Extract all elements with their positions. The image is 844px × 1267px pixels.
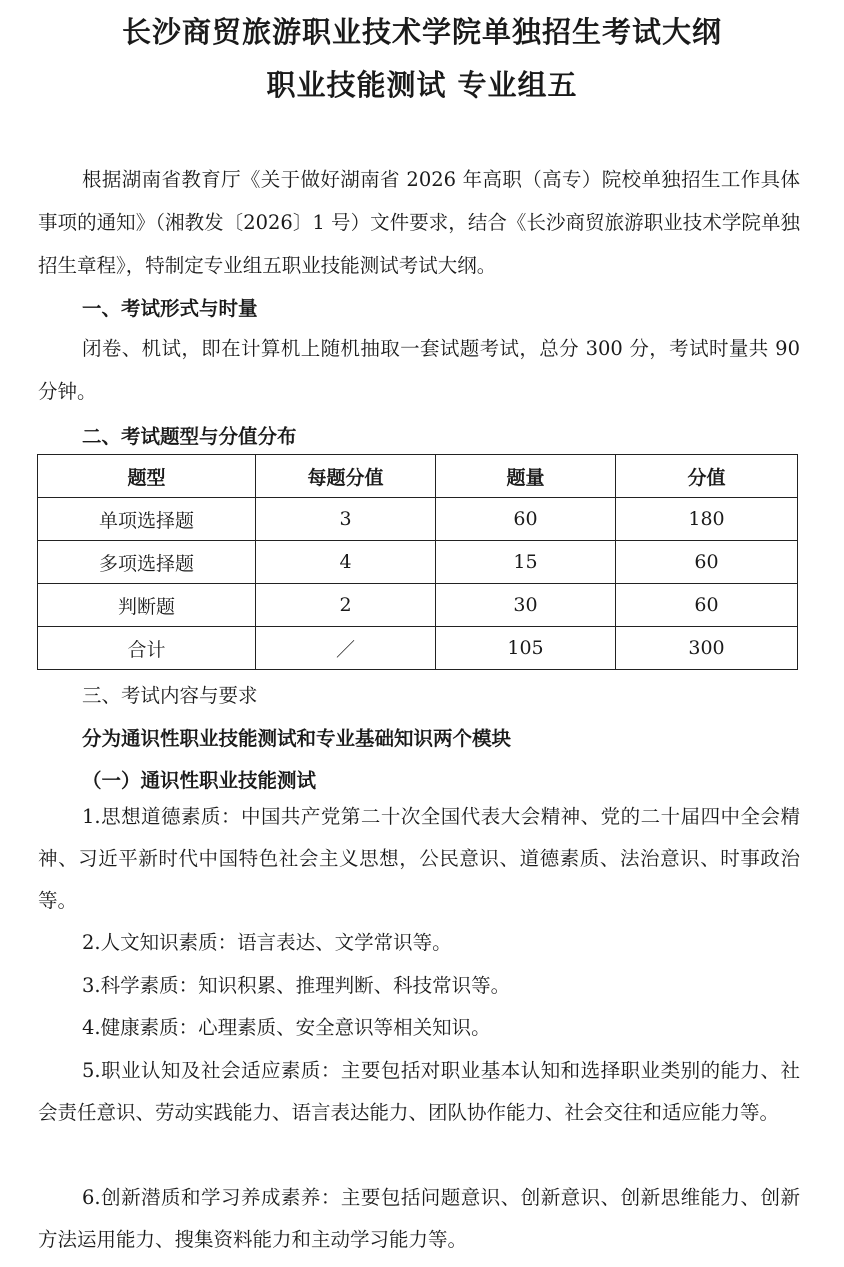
- header-cell: 题量: [436, 455, 616, 498]
- table-cell: ／: [256, 627, 436, 670]
- list-item: 2.人文知识素质：语言表达、文学常识等。: [82, 931, 452, 954]
- table-cell: 4: [256, 541, 436, 584]
- list-item: 1.思想道德素质：中国共产党第二十次全国代表大会精神、党的二十届四中全会精神、习近平新时代中国特色社会主义思想，公民意识、道德素质、法治意识、时事政治等。: [38, 805, 800, 912]
- table-row: [38, 498, 798, 541]
- intro-paragraph: 根据湖南省教育厅《关于做好湖南省 2026 年高职（高专）院校单独招生工作具体事项的通知》（湘教发〔2026〕1 号）文件要求，结合《长沙商贸旅游职业技术学院单独招生章程》，特制定专业组五职业技能测试考试大纲。: [38, 168, 800, 277]
- list-item: 4.健康素质：心理素质、安全意识等相关知识。: [82, 1016, 491, 1039]
- table-cell: 3: [256, 498, 436, 541]
- table-row-total: [38, 627, 798, 670]
- score-distribution-table: [37, 454, 798, 670]
- list-item: 5.职业认知及社会适应素质：主要包括对职业基本认知和选择职业类别的能力、社会责任意识、劳动实践能力、语言表达能力、团队协作能力、社会交往和适应能力等。: [38, 1059, 800, 1124]
- section1-text: 闭卷、机试，即在计算机上随机抽取一套试题考试，总分 300 分，考试时量共 90 分钟。: [38, 337, 800, 403]
- table-cell: 多项选择题: [38, 541, 256, 584]
- table-cell: 180: [616, 498, 798, 541]
- table-cell: 2: [256, 584, 436, 627]
- table-row: [38, 541, 798, 584]
- table-cell: 60: [436, 498, 616, 541]
- header-cell: 题型: [38, 455, 256, 498]
- table-cell: 合计: [38, 627, 256, 670]
- document-subtitle: 职业技能测试 专业组五: [266, 68, 578, 102]
- table-cell: 30: [436, 584, 616, 627]
- section3-heading: 三、考试内容与要求: [82, 684, 258, 707]
- document-title: 长沙商贸旅游职业技术学院单独招生考试大纲: [121, 15, 722, 49]
- table-cell: 60: [616, 584, 798, 627]
- header-cell: 每题分值: [256, 455, 436, 498]
- table-cell: 105: [436, 627, 616, 670]
- header-cell: 分值: [616, 455, 798, 498]
- table-cell: 300: [616, 627, 798, 670]
- table-cell: 单项选择题: [38, 498, 256, 541]
- section2-heading: 二、考试题型与分值分布: [82, 425, 297, 448]
- table-cell: 60: [616, 541, 798, 584]
- module1-heading: （一）通识性职业技能测试: [82, 769, 317, 792]
- list-item: 3.科学素质：知识积累、推理判断、科技常识等。: [82, 974, 511, 997]
- table-cell: 判断题: [38, 584, 256, 627]
- table-row: [38, 584, 798, 627]
- section1-heading: 一、考试形式与时量: [82, 297, 258, 320]
- table-header-row: [38, 455, 798, 498]
- section3-subheading: 分为通识性职业技能测试和专业基础知识两个模块: [82, 727, 512, 750]
- list-item: 6.创新潜质和学习养成素养：主要包括问题意识、创新意识、创新思维能力、创新方法运用能力、搜集资料能力和主动学习能力等。: [38, 1186, 800, 1251]
- table-cell: 15: [436, 541, 616, 584]
